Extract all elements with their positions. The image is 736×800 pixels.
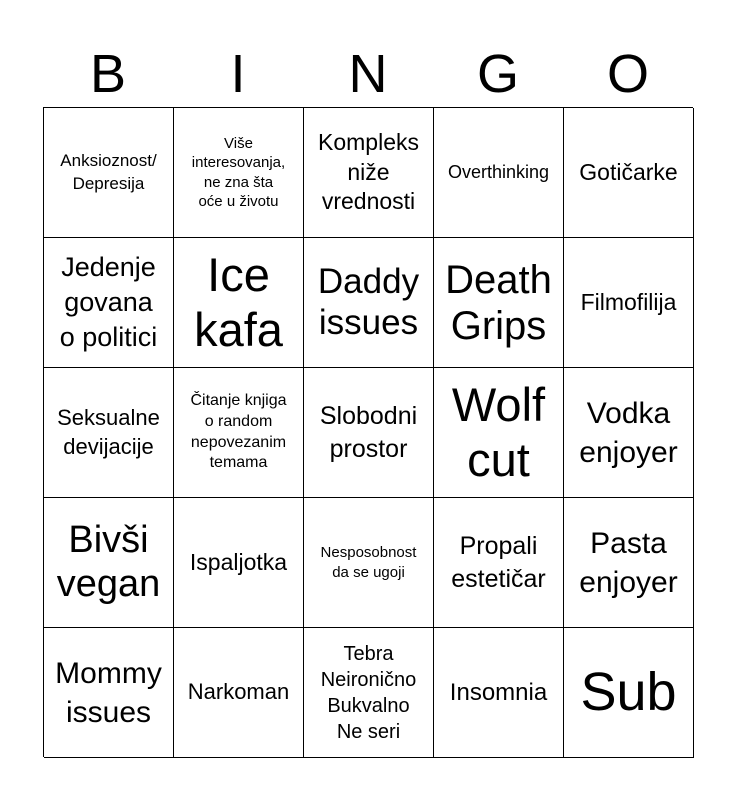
header-letter-i: I bbox=[230, 44, 246, 104]
bingo-cell[interactable]: Death Grips bbox=[434, 238, 564, 368]
bingo-cell[interactable]: Pasta enjoyer bbox=[564, 498, 694, 628]
bingo-cell[interactable]: Bivši vegan bbox=[44, 498, 174, 628]
bingo-cell[interactable]: Seksualne devijacije bbox=[44, 368, 174, 498]
bingo-cell[interactable]: Overthinking bbox=[434, 108, 564, 238]
bingo-cell[interactable]: Čitanje knjiga o random nepovezanim temama bbox=[174, 368, 304, 498]
bingo-cell[interactable]: Propali estetičar bbox=[434, 498, 564, 628]
bingo-cell[interactable]: Insomnia bbox=[434, 628, 564, 758]
bingo-cell[interactable]: Sub bbox=[564, 628, 694, 758]
header-letter-b: B bbox=[89, 44, 127, 104]
bingo-cell[interactable]: Kompleks niže vrednosti bbox=[304, 108, 434, 238]
bingo-cell[interactable]: Narkoman bbox=[174, 628, 304, 758]
bingo-cell[interactable]: Filmofilija bbox=[564, 238, 694, 368]
bingo-cell[interactable]: Nesposobnost da se ugoji bbox=[304, 498, 434, 628]
bingo-cell[interactable]: Jedenje govana o politici bbox=[44, 238, 174, 368]
bingo-cell[interactable]: Ispaljotka bbox=[174, 498, 304, 628]
bingo-header bbox=[43, 42, 693, 106]
bingo-cell[interactable]: Mommy issues bbox=[44, 628, 174, 758]
bingo-cell[interactable]: Tebra Neironično Bukvalno Ne seri bbox=[304, 628, 434, 758]
header-letter-o: O bbox=[606, 44, 649, 104]
header-letter-g: G bbox=[476, 44, 519, 104]
bingo-cell[interactable]: Ice kafa bbox=[174, 238, 304, 368]
bingo-cell[interactable]: Više interesovanja, ne zna šta oće u životu bbox=[174, 108, 304, 238]
bingo-grid bbox=[43, 107, 693, 757]
bingo-cell[interactable]: Anksioznost/ Depresija bbox=[44, 108, 174, 238]
bingo-cell[interactable]: Slobodni prostor bbox=[304, 368, 434, 498]
bingo-cell[interactable]: Daddy issues bbox=[304, 238, 434, 368]
bingo-cell[interactable]: Gotičarke bbox=[564, 108, 694, 238]
header-letter-n: N bbox=[348, 44, 388, 104]
bingo-cell[interactable]: Vodka enjoyer bbox=[564, 368, 694, 498]
bingo-cell[interactable]: Wolf cut bbox=[434, 368, 564, 498]
